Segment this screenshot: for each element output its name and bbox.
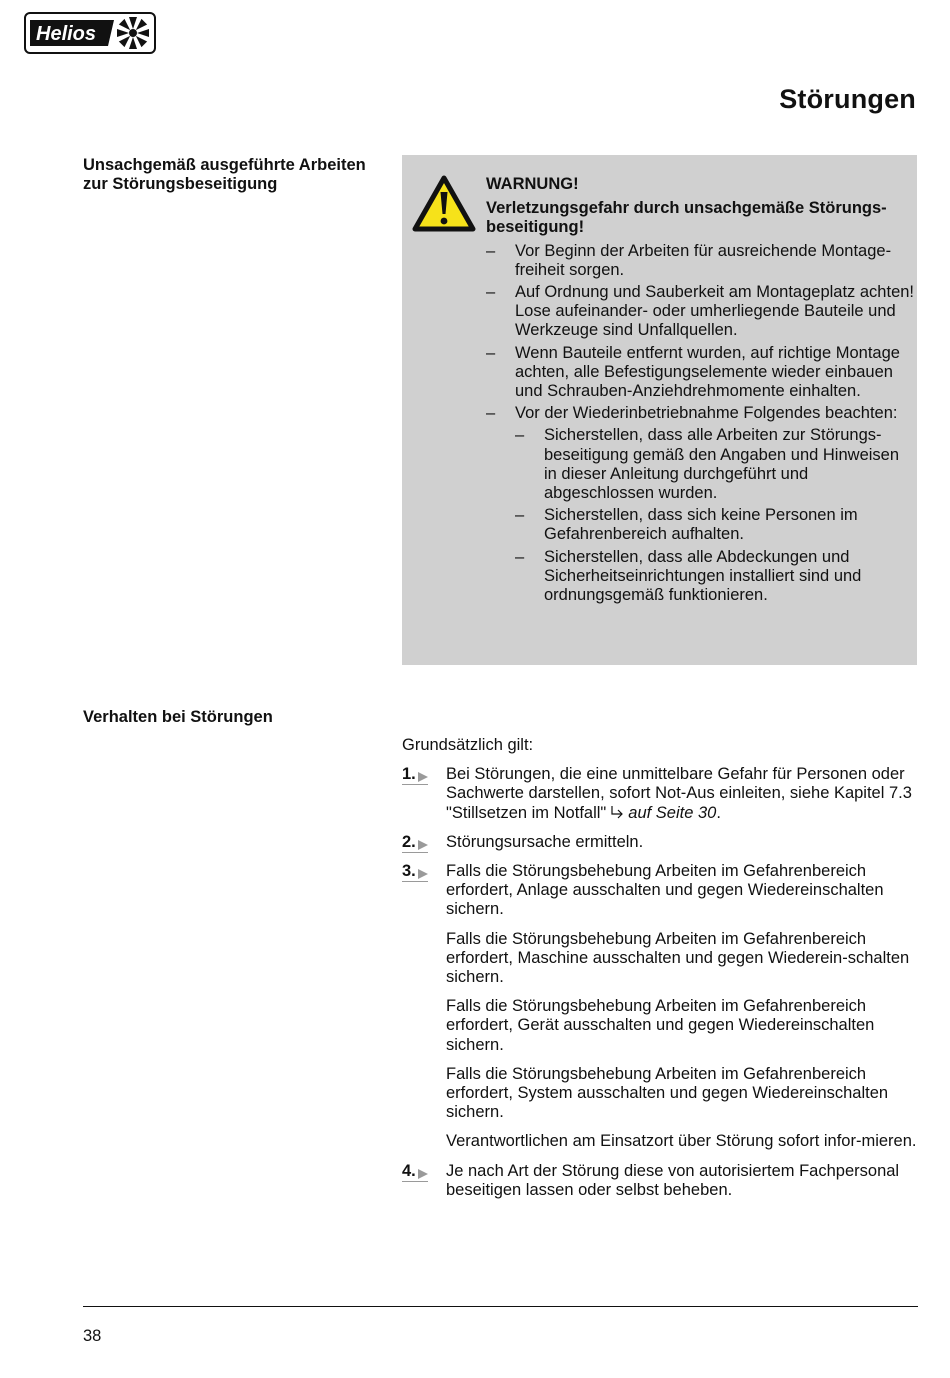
step-arrow-icon [417,771,429,783]
step-text: Bei Störungen, die eine unmittelbare Gefahr für Personen oder Sachwerte darstellen, sofort Not-Aus einleiten, siehe Kapitel 7.3 "Stillsetzen im Notfall" auf Seite 30. [446,765,912,822]
fan-icon [117,17,149,49]
instructions [402,736,922,1210]
warning-sublist-item: – Sicherstellen, dass alle Arbeiten zur Störungs-beseitigung gemäß den Angaben und Hinweisen in dieser Anleitung durchgeführt und abgeschlossen wurden. [515,426,900,503]
page-title: Störungen [779,84,916,114]
warning-list-item: – Wenn Bauteile entfernt wurden, auf richtige Montage achten, alle Befestigungselemente wieder einbauen und Schrauben-Anziehdrehmomente einhalten. [486,343,900,401]
step-number: 2. [402,833,429,853]
step-paragraph: Falls die Störungsbehebung Arbeiten im Gefahrenbereich erfordert, System ausschalten und gegen Wiedereinschalten sichern. [446,1064,889,1122]
step-number: 4. [402,1162,429,1182]
warning-list-item: – Auf Ordnung und Sauberkeit am Montageplatz achten! Lose aufeinander- oder umherliegende Bauteile und Werkzeuge sind Unfallquellen. [486,283,915,340]
logo-text: Helios [36,23,97,45]
step-paragraph: Falls die Störungsbehebung Arbeiten im Gefahrenbereich erfordert, Maschine ausschalten und gegen Wiederein-schalten sichern. [446,929,910,987]
warning-sublist [515,426,914,605]
section-heading-improper-work [83,156,388,194]
cross-reference-icon [610,805,624,819]
page-number: 38 [83,1327,102,1345]
step-item [402,765,922,823]
step-arrow-icon [417,868,429,880]
step-number: 1. [402,765,429,785]
warning-title: WARNUNG! [486,175,579,193]
step-arrow-icon [417,1168,429,1180]
step-paragraph: Falls die Störungsbehebung Arbeiten im Gefahrenbereich erfordert, Gerät ausschalten und gegen Wiedereinschalten sichern. [446,997,875,1054]
heading-line: zur Störungsbeseitigung [83,175,278,193]
step-item [402,1162,922,1200]
step-arrow-icon [417,839,429,851]
footer-divider [83,1306,918,1307]
warning-sublist-item: – Sicherstellen, dass alle Abdeckungen und Sicherheitseinrichtungen installiert sind und ordnungsgemäß funktionieren. [515,547,862,605]
page-reference-link[interactable]: auf Seite 30 [628,803,717,822]
step-paragraph: Falls die Störungsbehebung Arbeiten im Gefahrenbereich erfordert, Anlage ausschalten und gegen Wiedereinschalten sichern. [446,862,884,919]
warning-box [402,155,917,665]
step-text: Störungsursache ermitteln. [446,832,644,851]
step-number: 3. [402,862,429,882]
warning-list-item: – Vor der Wiederinbetriebnahme Folgendes beachten: – Sicherstellen, dass alle Arbeiten zur Störungs-beseitigung gemäß den Angaben und Hinweisen in dieser Anleitung durchgeführt und abgeschlossen wurden. – Sicherstellen, dass sich keine Personen im Gefahrenbereich aufhalten. – Sicherstellen, dass alle Abdeckungen und Sicherheitseinrichtungen installiert sind und ordnungsgemäß funktionieren. [486,404,914,605]
section-heading-behavior: Verhalten bei Störungen [83,708,273,726]
heading-line: Unsachgemäß ausgeführte Arbeiten [83,156,366,174]
step-item [402,833,922,852]
warning-subtitle: Verletzungsgefahr durch unsachgemäße Störungs-beseitigung! [486,199,887,237]
helios-logo-icon [24,12,156,54]
warning-triangle-icon [412,175,476,233]
intro-text: Grundsätzlich gilt: [402,736,534,754]
warning-list-item: – Vor Beginn der Arbeiten für ausreichende Montage-freiheit sorgen. [486,241,892,279]
step-text: Je nach Art der Störung diese von autorisiertem Fachpersonal beseitigen lassen oder selbst beheben. [446,1161,900,1199]
step-paragraph: Verantwortlichen am Einsatzort über Störung sofort infor-mieren. [446,1132,917,1151]
warning-sublist-item: – Sicherstellen, dass sich keine Personen im Gefahrenbereich aufhalten. [515,506,858,544]
step-item [402,862,922,1152]
